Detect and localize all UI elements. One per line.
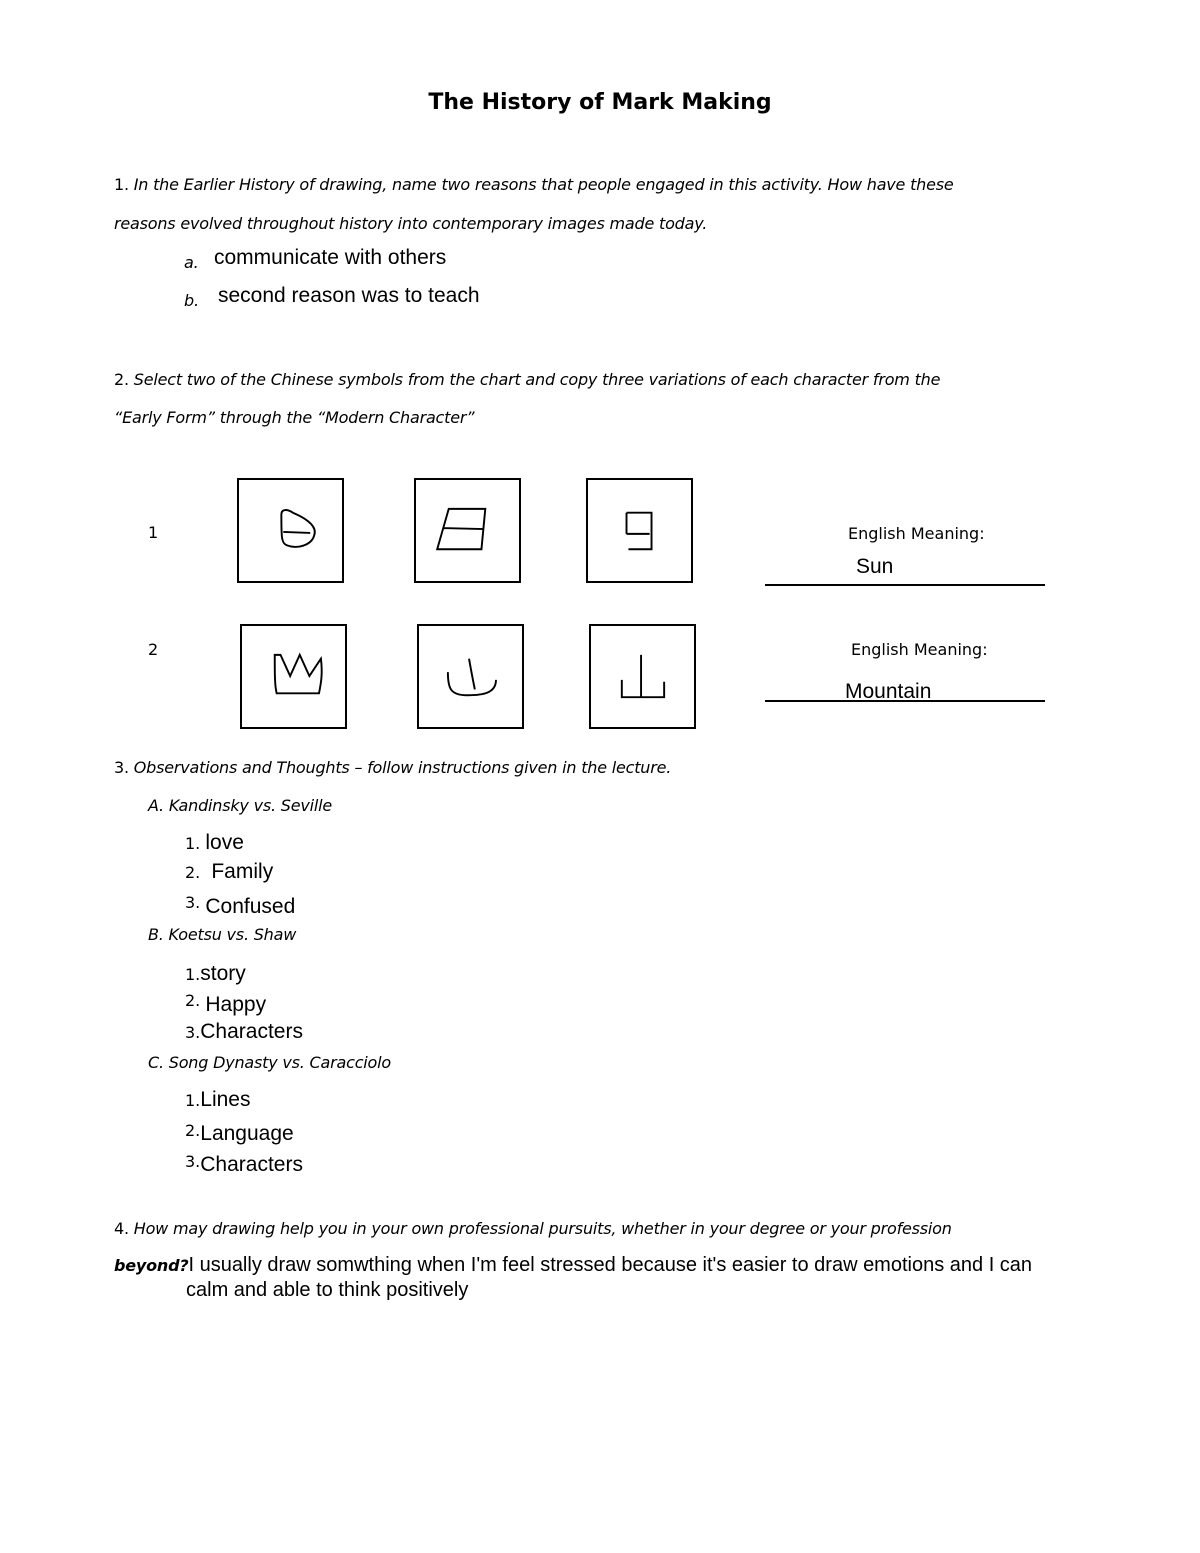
question-2-text: Select two of the Chinese symbols from the chart and copy three variations of each character from the <box>133 370 941 389</box>
question-1-text: In the Earlier History of drawing, name two reasons that people engaged in this activity. How have these <box>133 175 954 194</box>
question-4-answer-line-2: calm and able to think positively <box>186 1279 469 1301</box>
row-2-meaning-label: English Meaning: <box>851 640 988 659</box>
section-c-item-2-number: 2. <box>185 1121 201 1140</box>
section-a-heading: A. Kandinsky vs. Seville <box>148 796 333 815</box>
row-1-meaning-underline <box>765 584 1045 586</box>
question-4-line-2 <box>114 1254 1032 1277</box>
section-a-item-3 <box>185 895 295 919</box>
section-a-item-1-number: 1. <box>185 834 201 853</box>
section-b-item-2-text: Happy <box>205 993 267 1016</box>
row-1-meaning-value: Sun <box>856 555 894 578</box>
section-b-item-1 <box>185 962 246 986</box>
sun-modern-character-box <box>586 478 693 583</box>
sun-early-form-box <box>237 478 344 583</box>
section-a-item-1 <box>185 831 244 855</box>
section-b-item-1-text: story <box>200 962 246 985</box>
question-4-answer-line-1: I usually draw somwthing when I'm feel stressed because it's easier to draw emotions and I can <box>188 1254 1033 1276</box>
section-c-item-1 <box>185 1088 250 1112</box>
row-2-meaning-underline <box>765 700 1045 702</box>
sun-middle-form-icon <box>416 480 519 581</box>
section-a-item-1-text: love <box>205 831 244 854</box>
mountain-middle-form-box <box>417 624 524 729</box>
section-b-item-3 <box>185 1020 303 1044</box>
question-4-line-1 <box>114 1219 952 1238</box>
section-a-item-3-number: 3. <box>185 893 201 912</box>
question-3-line <box>114 758 671 777</box>
answer-1a-text: communicate with others <box>214 246 447 269</box>
section-c-item-2 <box>185 1122 294 1146</box>
section-b-item-3-text: Characters <box>200 1020 303 1043</box>
sun-modern-character-icon <box>588 480 691 581</box>
answer-1a <box>184 246 446 270</box>
section-b-item-2 <box>185 993 266 1017</box>
mountain-modern-character-box <box>589 624 696 729</box>
page-title: The History of Mark Making <box>428 90 772 115</box>
section-b-item-3-number: 3. <box>185 1023 201 1042</box>
section-c-item-3 <box>185 1153 303 1177</box>
sun-early-form-icon <box>239 480 342 581</box>
question-3-text: Observations and Thoughts – follow instructions given in the lecture. <box>133 758 672 777</box>
section-b-item-1-number: 1. <box>185 965 201 984</box>
section-a-item-3-text: Confused <box>205 895 296 918</box>
section-c-heading: C. Song Dynasty vs. Caracciolo <box>148 1053 391 1072</box>
answer-1b-text: second reason was to teach <box>218 284 480 307</box>
question-4-text: How may drawing help you in your own professional pursuits, whether in your degree or your profession <box>133 1219 952 1238</box>
section-b-heading: B. Koetsu vs. Shaw <box>148 925 297 944</box>
section-a-item-2-number: 2. <box>185 863 201 882</box>
row-2-meaning-value: Mountain <box>845 680 932 703</box>
question-2-number: 2. <box>114 370 129 389</box>
section-a-item-2-text: Family <box>211 860 274 883</box>
question-4-number: 4. <box>114 1219 129 1238</box>
section-c-item-1-number: 1. <box>185 1091 201 1110</box>
mountain-early-form-icon <box>242 626 345 727</box>
question-4-text-end: beyond? <box>114 1256 189 1275</box>
answer-1b <box>184 284 480 308</box>
mountain-modern-character-icon <box>591 626 694 727</box>
answer-1a-marker: a. <box>184 253 199 272</box>
question-1-number: 1. <box>114 175 129 194</box>
question-2-line-1 <box>114 370 940 389</box>
mountain-middle-form-icon <box>419 626 522 727</box>
row-1-meaning-label: English Meaning: <box>848 524 985 543</box>
sun-middle-form-box <box>414 478 521 583</box>
mountain-early-form-box <box>240 624 347 729</box>
answer-1b-marker: b. <box>184 291 199 310</box>
question-1-line-1 <box>114 175 954 194</box>
question-3-number: 3. <box>114 758 129 777</box>
row-2-number: 2 <box>148 640 159 659</box>
row-1-number: 1 <box>148 523 159 542</box>
section-c-item-2-text: Language <box>200 1122 294 1145</box>
section-b-item-2-number: 2. <box>185 991 201 1010</box>
section-c-item-3-text: Characters <box>200 1153 303 1176</box>
question-1-line-2: reasons evolved throughout history into contemporary images made today. <box>114 214 708 233</box>
section-a-item-2 <box>185 860 273 884</box>
question-2-line-2: “Early Form” through the “Modern Character” <box>114 408 475 427</box>
section-c-item-3-number: 3. <box>185 1152 201 1171</box>
section-c-item-1-text: Lines <box>200 1088 251 1111</box>
